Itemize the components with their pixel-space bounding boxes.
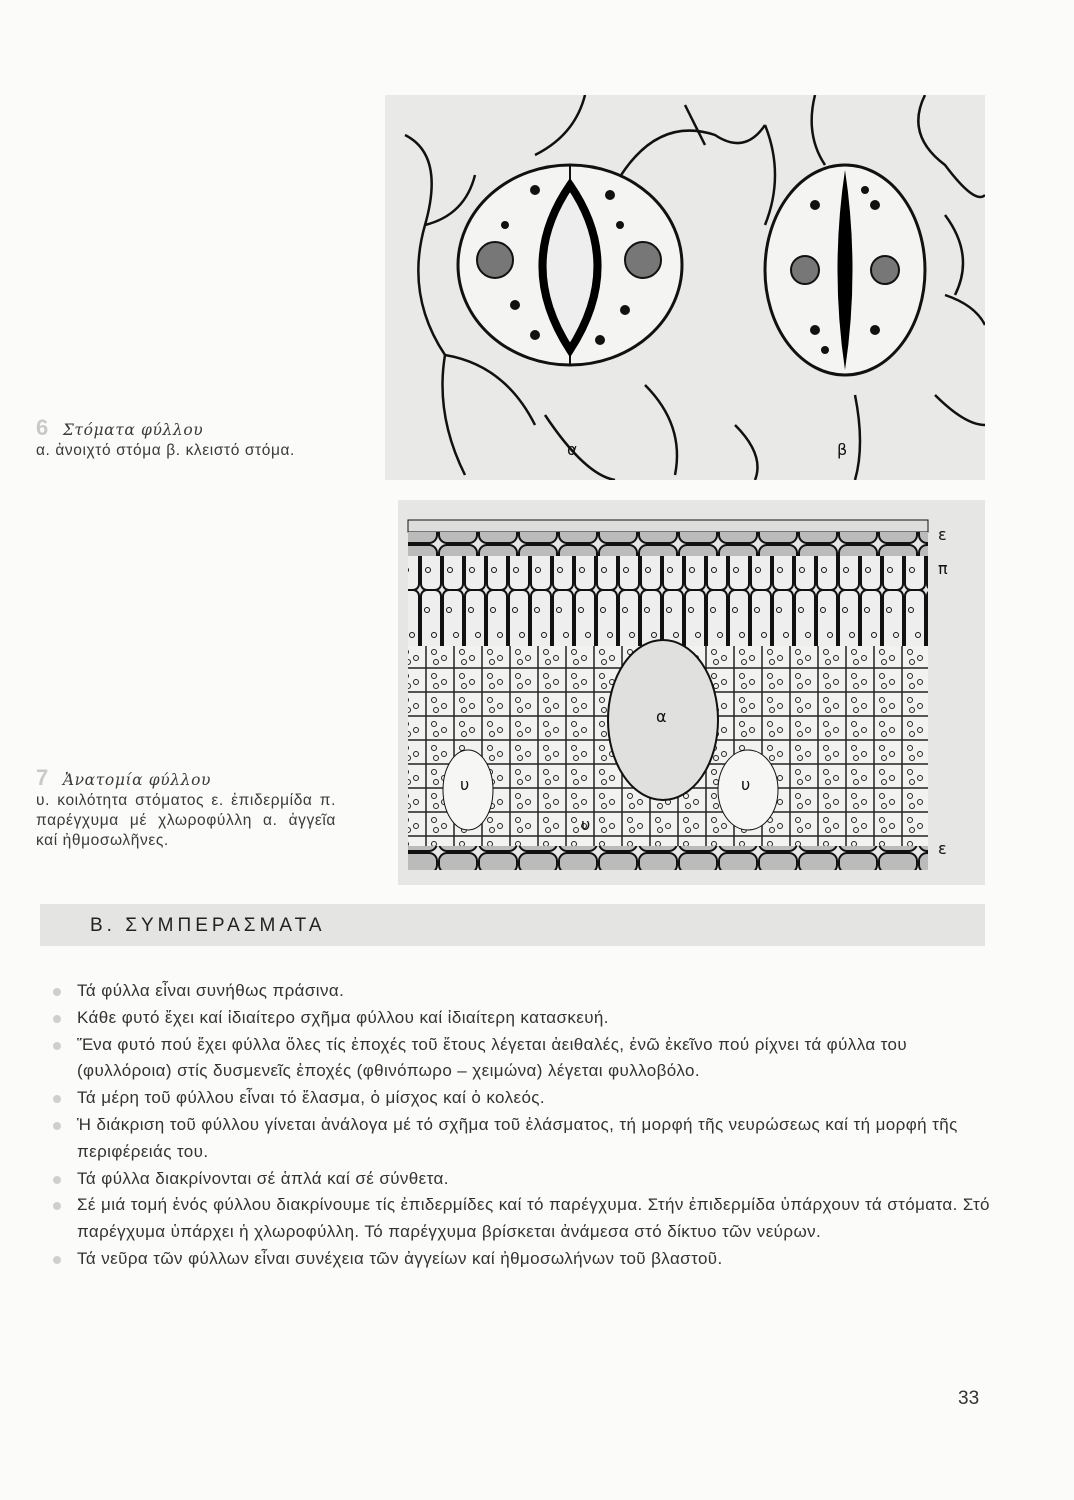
bullet-icon <box>53 988 61 996</box>
figure-caption-text: υ. κοιλότητα στόματος ε. ἐπιδερμίδα π. παρέγχυμα μέ χλωροφύλλη α. ἀγγεῖα καί ἠθμοσωλῆνες. <box>36 792 336 849</box>
label-vessels: α <box>656 707 667 726</box>
bullet-icon <box>53 1202 61 1210</box>
figure-stomata <box>385 95 985 480</box>
conclusions-list <box>50 978 990 1273</box>
list-item-text: Τά φύλλα εἶναι συνήθως πράσινα. <box>77 981 345 1000</box>
label-beta: β <box>837 440 848 459</box>
section-header <box>40 904 985 946</box>
page-number: 33 <box>958 1388 980 1409</box>
label-cavity: υ <box>741 775 751 794</box>
list-item <box>50 1166 990 1193</box>
label-alpha: α <box>567 440 578 459</box>
list-item-text: Τά φύλλα διακρίνονται σέ ἁπλά καί σέ σύνθετα. <box>77 1168 449 1188</box>
section-title: Β. ΣΥΜΠΕΡΑΣΜΑΤΑ <box>90 915 326 936</box>
figure-leaf-anatomy <box>398 500 985 885</box>
list-item <box>50 1192 990 1246</box>
label-cavity: υ <box>460 775 470 794</box>
bullet-icon <box>53 1015 61 1023</box>
list-item-text: Τά νεῦρα τῶν φύλλων εἶναι συνέχεια τῶν ἀγγείων καί ἠθμοσωλήνων τοῦ βλαστοῦ. <box>77 1248 723 1268</box>
figure-title: Ἀνατομία φύλλου <box>62 771 212 789</box>
closed-stoma <box>765 165 925 375</box>
label-epidermis-bottom: ε <box>938 839 947 858</box>
figure-number: 7 <box>36 765 49 790</box>
bullet-icon <box>53 1176 61 1184</box>
list-item <box>50 1112 990 1166</box>
figure-6-caption <box>36 415 336 461</box>
figure-7-caption <box>36 765 336 851</box>
label-epidermis-top: ε <box>938 525 947 544</box>
list-item <box>50 1085 990 1112</box>
label-parenchyma: π <box>938 559 948 578</box>
list-item-text: Σέ μιά τομή ἑνός φύλλου διακρίνουμε τίς ἐπιδερμίδες καί τό παρέγχυμα. Στήν ἐπιδερμίδα ὑπάρχουν τά στόματα. Στό παρέγχυμα ὑπάρχει ἡ χλωροφύλλη. Τό παρέγχυμα βρίσκεται ἀνάμεσα στό δίκτυο τῶν νεύρων. <box>77 1195 990 1242</box>
list-item-text: Ἕνα φυτό πού ἔχει φύλλα ὅλες τίς ἐποχές τοῦ ἔτους λέγεται ἀειθαλές, ἐνῶ ἐκεῖνο πού ρίχνει τά φύλλα του (φυλλόροια) στίς δυσμενεῖς ἐποχές (φθινόπωρο – χειμώνα) λέγεται φυλλοβόλο. <box>77 1034 908 1081</box>
bullet-icon <box>53 1042 61 1050</box>
list-item <box>50 1005 990 1032</box>
list-item <box>50 978 990 1005</box>
bullet-icon <box>53 1256 61 1264</box>
stomata-illustration <box>385 95 985 480</box>
figure-caption-text: α. ἀνοιχτό στόμα β. κλειστό στόμα. <box>36 442 295 459</box>
list-item-text: Κάθε φυτό ἔχει καί ἰδιαίτερο σχῆμα φύλλου καί ἰδιαίτερη κατασκευή. <box>77 1007 609 1027</box>
bullet-icon <box>53 1122 61 1130</box>
open-stoma <box>458 165 682 365</box>
leaf-cross-section-illustration <box>398 500 985 885</box>
label-cavity: υ <box>581 815 591 834</box>
figure-number: 6 <box>36 415 49 440</box>
list-item <box>50 1032 990 1086</box>
list-item <box>50 1246 990 1273</box>
bullet-icon <box>53 1095 61 1103</box>
figure-title: Στόματα φύλλου <box>62 421 204 439</box>
list-item-text: Ἡ διάκριση τοῦ φύλλου γίνεται ἀνάλογα μέ τό σχῆμα τοῦ ἐλάσματος, τή μορφή τῆς νευρώσεως καί τή μορφή τῆς περιφέρειάς του. <box>77 1114 958 1161</box>
list-item-text: Τά μέρη τοῦ φύλλου εἶναι τό ἔλασμα, ὁ μίσχος καί ὁ κολεός. <box>77 1088 546 1108</box>
